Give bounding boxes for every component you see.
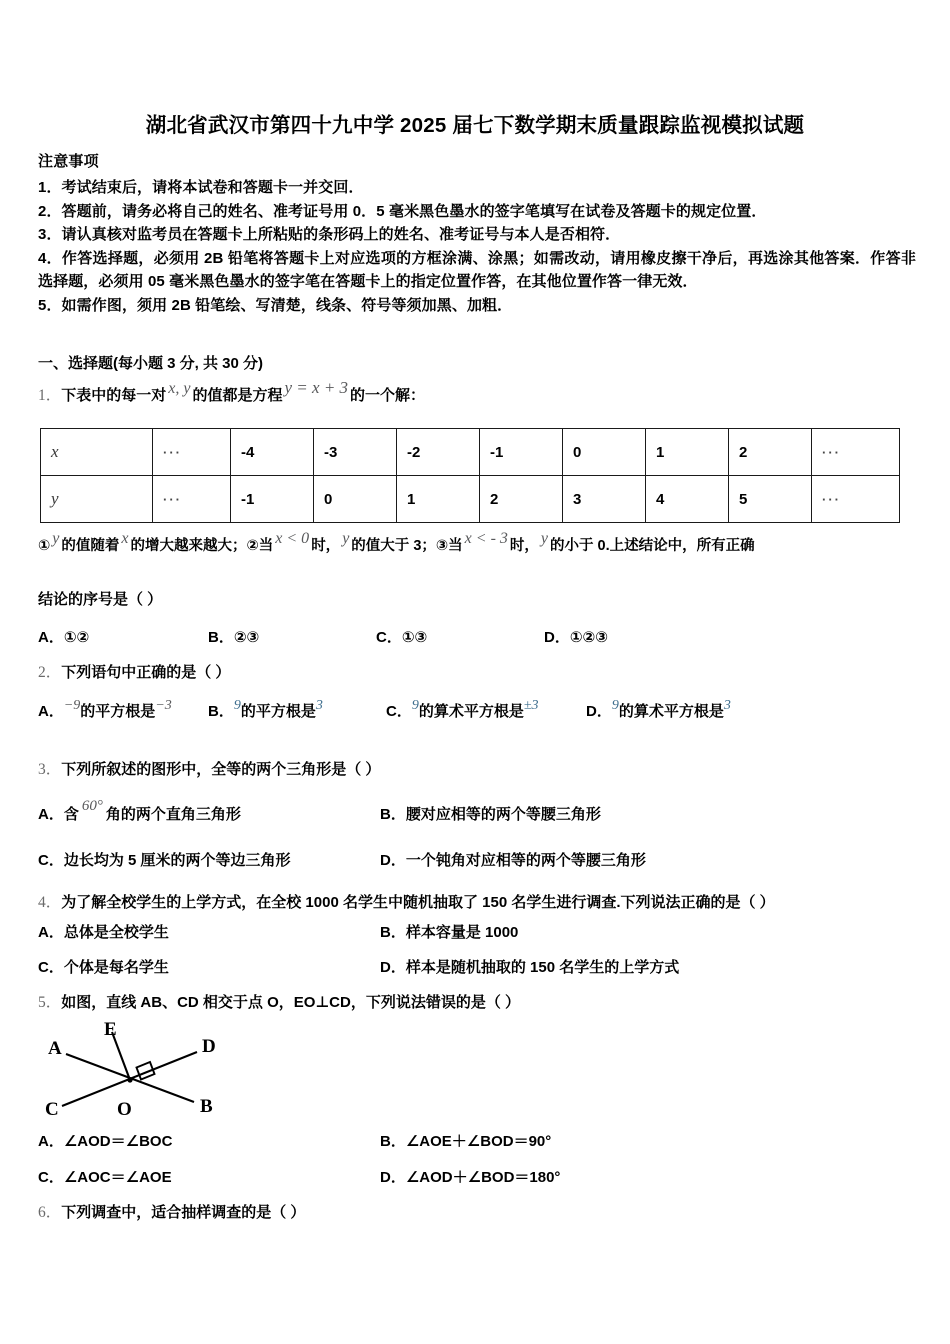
statement-3-y: y xyxy=(540,530,549,547)
option-b-label: B． xyxy=(208,703,234,720)
option-b-text: ∠AOE＋∠BOD＝90° xyxy=(405,1133,552,1150)
question-4-option-a[interactable] xyxy=(38,921,380,942)
question-5-options-row-2 xyxy=(38,1166,918,1187)
statement-2-text-b: 的值大于 3；③当 xyxy=(351,538,463,554)
question-4-number: 4． xyxy=(38,894,62,911)
question-3-option-b[interactable] xyxy=(380,803,601,824)
question-5-option-c[interactable] xyxy=(38,1166,380,1187)
question-5-option-b[interactable] xyxy=(380,1130,551,1151)
option-c-label: C． xyxy=(38,852,64,869)
option-b-label: B． xyxy=(208,629,234,646)
notice-block xyxy=(38,150,916,317)
question-1-stem-part2: 的值都是方程 xyxy=(192,387,283,404)
option-d-math-2: 3 xyxy=(723,698,731,713)
option-b-text: 腰对应相等的两个等腰三角形 xyxy=(405,806,601,823)
notice-heading: 注意事项 xyxy=(38,153,99,170)
statement-1-marker: ① xyxy=(38,538,51,554)
option-c-label: C． xyxy=(38,959,64,976)
question-2-option-a[interactable] xyxy=(38,700,208,721)
option-b-text: 的平方根是 xyxy=(240,703,316,720)
statement-3-text-a: 时， xyxy=(509,538,539,554)
option-a-label: A． xyxy=(38,629,64,646)
point-o-dot xyxy=(127,1077,132,1082)
option-c-text: ∠AOC＝∠AOE xyxy=(63,1169,172,1186)
option-b-text: ②③ xyxy=(233,629,260,646)
question-4-options-row-2 xyxy=(38,956,918,977)
option-c-label: C． xyxy=(38,1169,64,1186)
question-6-number: 6． xyxy=(38,1204,62,1221)
option-c-text: 个体是每名学生 xyxy=(63,959,169,976)
option-b-math-2: 3 xyxy=(315,698,323,713)
question-6-stem-text: 下列调查中，适合抽样调查的是（ ） xyxy=(61,1204,306,1221)
statement-3-text-b: 的小于 0.上述结论中，所有正确 xyxy=(550,538,755,554)
question-3-options-row-2 xyxy=(38,849,918,870)
statement-1-y: y xyxy=(52,530,60,547)
section-heading: 一、选择题(每小题 3 分, 共 30 分) xyxy=(38,355,264,372)
geometry-figure xyxy=(42,1022,242,1127)
table-cell-x-5: 1 xyxy=(646,429,729,476)
option-c-math-2: ±3 xyxy=(523,698,539,713)
label-point-c: C xyxy=(45,1099,59,1120)
option-a-math-2: −3 xyxy=(155,698,172,713)
question-2-option-b[interactable] xyxy=(208,700,386,721)
option-a-label: A． xyxy=(38,703,64,720)
question-4-stem xyxy=(38,890,928,912)
question-5-stem-text: 如图，直线 AB、CD 相交于点 O，EO⊥CD，下列说法错误的是（ ） xyxy=(61,994,520,1011)
option-b-label: B． xyxy=(380,806,406,823)
question-2-stem-text: 下列语句中正确的是（ ） xyxy=(61,664,231,681)
question-1-option-b[interactable] xyxy=(208,626,376,647)
question-4-stem-text: 为了解全校学生的上学方式，在全校 1000 名学生中随机抽取了 150 名学生进行调查.下列说法正确的是（ ） xyxy=(61,894,775,911)
option-a-text: 的平方根是 xyxy=(80,703,156,720)
question-3-option-d[interactable] xyxy=(380,849,646,870)
statement-1-text-a: 的值随着 xyxy=(61,538,120,554)
notice-line-5: 5．如需作图，须用 2B 铅笔绘、写清楚，线条、符号等须加黑、加粗． xyxy=(38,296,513,314)
question-5-number: 5． xyxy=(38,994,62,1011)
option-b-label: B． xyxy=(380,924,406,941)
question-3-option-a[interactable] xyxy=(38,798,380,824)
question-5-stem xyxy=(38,990,928,1012)
question-2-option-d[interactable] xyxy=(586,700,731,721)
table-cell-y-dots-left: ··· xyxy=(153,476,231,523)
table-cell-x-1: -3 xyxy=(314,429,397,476)
option-a-label: A． xyxy=(38,924,64,941)
page-title: 湖北省武汉市第四十九中学 2025 届七下数学期末质量跟踪监视模拟试题 xyxy=(145,114,805,137)
question-5-option-d[interactable] xyxy=(380,1166,560,1187)
table-label-y: y xyxy=(41,476,153,523)
option-d-label: D． xyxy=(380,959,406,976)
question-1-tail: 结论的序号是（ ） xyxy=(38,591,163,608)
option-b-text: 样本容量是 1000 xyxy=(405,924,519,941)
option-c-text: ①③ xyxy=(401,629,428,646)
question-1-stem xyxy=(38,378,918,409)
notice-line-3: 3．请认真核对监考员在答题卡上所粘贴的条形码上的姓名、准考证号与本人是否相符． xyxy=(38,226,621,243)
option-c-label: C． xyxy=(376,629,402,646)
option-a-math-1: −9 xyxy=(63,698,81,713)
statement-3-condition: x < - 3 xyxy=(464,530,508,547)
question-5-option-a[interactable] xyxy=(38,1130,380,1151)
question-1-stem-part3: 的一个解： xyxy=(350,387,426,404)
table-cell-x-6: 2 xyxy=(729,429,812,476)
statement-2-text-a: 时， xyxy=(311,538,341,554)
option-d-label: D． xyxy=(544,629,570,646)
table-row-x xyxy=(41,429,900,476)
option-a-text: ∠AOD＝∠BOC xyxy=(63,1133,173,1150)
question-3-stem-text: 下列所叙述的图形中，全等的两个三角形是（ ） xyxy=(61,761,381,778)
statement-2-y: y xyxy=(342,530,350,547)
notice-line-4: 4．作答选择题，必须用 2B 铅笔将答题卡上对应选项的方框涂满、涂黑；如需改动，请用橡皮擦干净后，再选涂其他答案．作答非选择题，必须用 05 毫米黑色墨水的签字笔在答题卡上的指定位置作答，在其他位置作答一律无效． xyxy=(38,249,916,290)
option-a-label: A． xyxy=(38,1133,64,1150)
value-table xyxy=(40,428,900,523)
question-1-math-equation: y = x + 3 xyxy=(284,378,349,397)
option-a-label: A． xyxy=(38,806,64,823)
table-cell-x-dots-left: ··· xyxy=(153,429,231,476)
option-c-label: C． xyxy=(386,703,412,720)
table-cell-y-3: 2 xyxy=(480,476,563,523)
question-2-number: 2． xyxy=(38,664,62,681)
label-point-a: A xyxy=(48,1038,62,1059)
question-1-option-c[interactable] xyxy=(376,626,544,647)
question-6-stem xyxy=(38,1200,928,1222)
option-c-text: 的算术平方根是 xyxy=(418,703,524,720)
question-1-option-d[interactable] xyxy=(544,626,608,647)
table-cell-x-4: 0 xyxy=(563,429,646,476)
question-4-option-b[interactable] xyxy=(380,921,518,942)
question-2-option-c[interactable] xyxy=(386,700,586,721)
question-5-options-row-1 xyxy=(38,1130,918,1151)
question-3-option-c[interactable] xyxy=(38,849,380,870)
option-a-text: ①② xyxy=(63,629,90,646)
option-d-label: D． xyxy=(380,852,406,869)
label-point-d: D xyxy=(202,1036,216,1057)
question-1-statements xyxy=(38,530,920,559)
option-d-math-1: 9 xyxy=(611,698,619,713)
option-d-text: 的算术平方根是 xyxy=(618,703,724,720)
table-cell-x-0: -4 xyxy=(231,429,314,476)
option-b-label: B． xyxy=(380,1133,406,1150)
table-label-x: x xyxy=(41,429,153,476)
question-1-stem-part1: 下表中的每一对 xyxy=(61,387,167,404)
question-1-math-xy: x, y xyxy=(168,380,191,397)
label-point-e: E xyxy=(104,1022,117,1040)
question-1-number: 1． xyxy=(38,387,62,404)
table-cell-y-5: 4 xyxy=(646,476,729,523)
statement-1-text-b: 的增大越来越大；②当 xyxy=(130,538,274,554)
table-cell-y-4: 3 xyxy=(563,476,646,523)
table-cell-y-0: -1 xyxy=(231,476,314,523)
question-2-stem xyxy=(38,660,928,682)
notice-line-2: 2．答题前，请务必将自己的姓名、准考证号用 0．5 毫米黑色墨水的签字笔填写在试卷及答题卡的规定位置． xyxy=(38,202,767,220)
statement-2-condition: x < 0 xyxy=(275,530,310,547)
question-3-number: 3． xyxy=(38,761,62,778)
table-cell-x-dots-right: ··· xyxy=(812,429,900,476)
option-d-text: 样本是随机抽取的 150 名学生的上学方式 xyxy=(405,959,680,976)
table-cell-y-2: 1 xyxy=(397,476,480,523)
question-1-option-a[interactable] xyxy=(38,626,208,647)
option-d-text: ∠AOD＋∠BOD＝180° xyxy=(405,1169,561,1186)
option-a-text: 角的两个直角三角形 xyxy=(105,806,241,823)
option-a-angle-value: 60° xyxy=(81,798,103,814)
option-c-text: 边长均为 5 厘米的两个等边三角形 xyxy=(63,852,291,869)
option-d-label: D． xyxy=(380,1169,406,1186)
option-b-math-1: 9 xyxy=(233,698,241,713)
table-cell-y-6: 5 xyxy=(729,476,812,523)
table-row-y xyxy=(41,476,900,523)
label-point-o: O xyxy=(117,1099,132,1120)
table-cell-y-1: 0 xyxy=(314,476,397,523)
label-point-b: B xyxy=(200,1096,213,1117)
statement-1-x: x xyxy=(121,530,129,547)
table-cell-x-3: -1 xyxy=(480,429,563,476)
question-2-options xyxy=(38,700,918,721)
question-4-option-c[interactable] xyxy=(38,956,380,977)
option-d-text: ①②③ xyxy=(569,629,608,646)
table-cell-y-dots-right: ··· xyxy=(812,476,900,523)
question-4-options-row-1 xyxy=(38,921,918,942)
option-d-text: 一个钝角对应相等的两个等腰三角形 xyxy=(405,852,646,869)
option-a-prefix: 含 xyxy=(63,806,79,823)
question-1-options xyxy=(38,626,918,647)
option-a-text: 总体是全校学生 xyxy=(63,924,169,941)
option-c-math-1: 9 xyxy=(411,698,419,713)
notice-line-1: 1．考试结束后，请将本试卷和答题卡一并交回． xyxy=(38,179,364,196)
table-cell-x-2: -2 xyxy=(397,429,480,476)
question-3-options-row-1 xyxy=(38,798,918,824)
question-4-option-d[interactable] xyxy=(380,956,679,977)
question-3-stem xyxy=(38,757,928,779)
option-d-label: D． xyxy=(586,703,612,720)
